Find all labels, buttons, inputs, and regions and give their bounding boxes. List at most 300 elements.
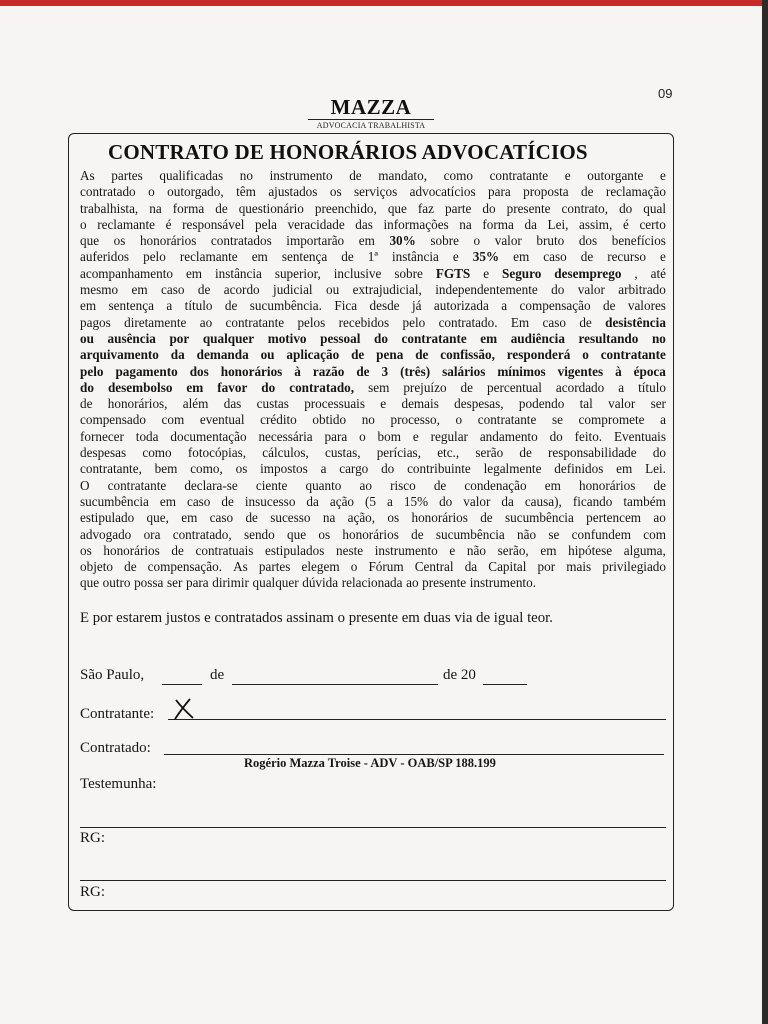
- body-word: honorários,: [107, 396, 168, 412]
- month-line[interactable]: [232, 684, 438, 685]
- body-word: do: [381, 461, 395, 477]
- body-word: época: [633, 363, 666, 379]
- body-word: despesas: [80, 445, 127, 461]
- body-word: como: [142, 445, 172, 461]
- body-word: os: [80, 542, 92, 558]
- body-word: da: [170, 347, 185, 363]
- body-word: 3: [381, 363, 389, 379]
- body-word: autorizada: [433, 298, 489, 314]
- body-line: [80, 233, 666, 249]
- body-word: FGTS: [435, 265, 471, 281]
- body-word: (5: [365, 493, 377, 509]
- body-word: os: [329, 184, 342, 200]
- body-word: serão: [475, 445, 504, 461]
- body-word: cálculos,: [262, 445, 309, 461]
- body-word: o: [350, 559, 358, 575]
- body-word: contratante: [477, 412, 537, 428]
- body-line: [80, 315, 666, 331]
- body-word: necessária: [258, 428, 313, 444]
- body-line: [80, 266, 666, 282]
- body-word: em: [616, 461, 633, 477]
- body-line: [80, 217, 666, 233]
- body-word: presente: [506, 200, 551, 216]
- body-word: de: [349, 168, 362, 183]
- body-word: sucesso: [270, 510, 311, 526]
- body-word: Fórum: [368, 559, 404, 575]
- body-word: outorgado,: [167, 184, 224, 200]
- body-word: desde: [369, 298, 400, 314]
- body-line: [80, 478, 666, 494]
- body-word: a: [166, 298, 173, 314]
- body-word: Fica: [334, 298, 358, 314]
- body-word: pena: [376, 347, 404, 363]
- body-line: [80, 396, 666, 412]
- body-word: até: [650, 265, 666, 281]
- body-word: em: [186, 379, 204, 395]
- body-word: de: [215, 200, 228, 216]
- body-word: de: [124, 559, 137, 575]
- body-word: contratante: [225, 314, 285, 330]
- body-word: partes: [258, 559, 291, 575]
- body-word: valor: [494, 233, 522, 249]
- body-word: obtido: [312, 412, 347, 428]
- body-line: [80, 461, 666, 477]
- body-word: contratante: [489, 168, 549, 183]
- day-line[interactable]: [162, 684, 202, 685]
- body-word: compensado: [80, 412, 146, 428]
- body-word: questionário: [238, 200, 304, 216]
- body-word: prejuízo: [403, 379, 447, 395]
- body-word: em: [181, 510, 198, 526]
- body-word: favor: [217, 379, 248, 395]
- body-word: ora: [143, 526, 161, 542]
- body-word: das: [223, 396, 242, 412]
- body-word: em: [513, 249, 530, 265]
- body-word: O: [80, 477, 90, 493]
- contratante-signature-line[interactable]: [168, 719, 666, 720]
- body-word: a: [618, 379, 625, 395]
- body-word: ação: [329, 493, 355, 509]
- body-word: ou: [80, 330, 94, 346]
- body-word: título: [184, 298, 213, 314]
- body-word: presente: [422, 575, 467, 591]
- body-word: valor: [463, 493, 491, 509]
- body-word: recebidos: [338, 314, 390, 330]
- body-word: documentação: [170, 428, 247, 444]
- body-word: pelo: [80, 363, 104, 379]
- body-word: mandato,: [378, 168, 427, 183]
- body-word: com: [161, 412, 185, 428]
- body-word: (três): [400, 363, 431, 379]
- body-word: ao: [406, 575, 419, 591]
- body-word: advocatícios: [409, 184, 476, 200]
- body-word: ciente: [255, 477, 288, 493]
- body-word: em: [480, 330, 498, 346]
- body-word: percentual: [487, 379, 542, 395]
- body-word: causa),: [524, 493, 562, 509]
- body-word: risco: [390, 477, 416, 493]
- body-word: já: [411, 298, 422, 314]
- body-line: [80, 559, 666, 575]
- body-word: em: [185, 265, 203, 281]
- body-word: e: [660, 168, 666, 183]
- body-word: na: [459, 216, 472, 232]
- body-word: da: [464, 559, 478, 575]
- body-word: contratado,: [289, 379, 355, 395]
- body-word: sendo: [243, 526, 275, 542]
- body-word: 15%: [403, 493, 429, 509]
- body-word: como: [443, 168, 473, 183]
- body-word: do: [439, 493, 453, 509]
- body-word: instrumento: [374, 542, 438, 558]
- body-word: ser: [650, 396, 666, 412]
- body-word: ajustados: [268, 184, 318, 200]
- body-word: que: [387, 200, 407, 216]
- body-word: ou: [260, 347, 275, 363]
- body-word: estipulado: [80, 510, 135, 526]
- body-word: instrumento: [269, 168, 333, 183]
- body-word: forma: [172, 200, 205, 216]
- body-word: ficando: [572, 493, 613, 509]
- body-word: do: [261, 379, 276, 395]
- body-word: ser: [166, 575, 183, 591]
- body-word: qual: [643, 200, 666, 216]
- body-word: contrato,: [561, 200, 609, 216]
- body-word: ação,: [347, 510, 376, 526]
- body-word: honorários: [578, 477, 636, 493]
- body-word: reclamante: [97, 216, 156, 232]
- body-word: benefícios: [611, 233, 666, 249]
- body-word: legalmente: [483, 461, 542, 477]
- body-word: privilegiado: [602, 559, 666, 575]
- body-word: sobre: [430, 233, 459, 249]
- body-word: o: [473, 233, 481, 249]
- body-word: em: [358, 233, 375, 249]
- body-word: confundem: [571, 526, 631, 542]
- body-word: ausência: [107, 330, 156, 346]
- body-word: despesas,: [454, 396, 504, 412]
- body-word: responsável: [182, 216, 245, 232]
- body-word: superior,: [274, 265, 321, 281]
- body-word: à: [615, 363, 622, 379]
- body-word: têm: [236, 184, 256, 200]
- witness-2-signature-line[interactable]: [80, 880, 666, 881]
- body-word: demanda: [196, 347, 249, 363]
- body-word: em: [251, 249, 268, 265]
- contratante-label: Contratante:: [80, 706, 155, 722]
- body-word: os: [318, 526, 331, 542]
- body-word: faz: [417, 200, 434, 216]
- body-word: audiência: [510, 330, 565, 346]
- body-line: [80, 429, 666, 445]
- body-word: a: [320, 461, 327, 477]
- body-word: para: [488, 184, 511, 200]
- body-word: desistência: [605, 314, 666, 330]
- firm-subtitle: ADVOCACIA TRABALHISTA: [316, 121, 426, 130]
- body-word: bem: [154, 461, 178, 477]
- body-word: forma: [482, 216, 514, 232]
- body-word: outorgante: [587, 168, 644, 183]
- body-word: honorários: [411, 510, 468, 526]
- body-word: caso: [209, 510, 234, 526]
- body-line: [80, 412, 666, 428]
- date-city: São Paulo,: [80, 667, 145, 683]
- body-word: razão: [312, 363, 345, 379]
- body-word: importarão: [286, 233, 345, 249]
- contratado-signature-line[interactable]: [164, 754, 664, 755]
- body-word: pela: [255, 216, 277, 232]
- body-word: valores: [627, 298, 666, 314]
- body-word: Central: [414, 559, 454, 575]
- body-word: motivo: [267, 330, 307, 346]
- x-mark-icon: [173, 698, 197, 720]
- body-word: acordado: [555, 379, 605, 395]
- body-word: do: [652, 445, 666, 461]
- testemunha-label: Testemunha:: [80, 776, 157, 792]
- body-word: contratado,: [172, 526, 232, 542]
- body-word: 1ª: [367, 249, 378, 265]
- body-word: o: [582, 347, 589, 363]
- body-word: relacionada: [341, 575, 403, 591]
- body-word: estipulados: [265, 542, 325, 558]
- body-word: contribuinte: [407, 461, 471, 477]
- body-word: informações: [383, 216, 449, 232]
- body-word: independentemente: [435, 282, 538, 298]
- body-word: caso: [161, 282, 185, 298]
- body-word: proposta: [523, 184, 569, 200]
- body-word: o: [148, 184, 155, 200]
- contract-body: [80, 168, 666, 592]
- body-word: etc.,: [437, 445, 460, 461]
- body-word: sucumbência.: [249, 298, 322, 314]
- body-word: do: [482, 200, 496, 216]
- body-word: de: [480, 510, 493, 526]
- body-word: se: [548, 526, 560, 542]
- body-word: judicial: [273, 282, 313, 298]
- body-word: mínimos: [497, 363, 546, 379]
- body-line: [80, 445, 666, 461]
- body-word: com: [643, 526, 666, 542]
- body-word: parte: [445, 200, 472, 216]
- body-word: em: [80, 298, 97, 314]
- body-word: no: [239, 168, 253, 183]
- body-word: dúvida: [302, 575, 339, 591]
- body-line: [80, 364, 666, 380]
- body-word: custas,: [324, 445, 361, 461]
- body-word: de: [602, 298, 616, 314]
- body-word: honorários: [103, 542, 160, 558]
- body-word: elegem: [301, 559, 340, 575]
- body-word: que,: [146, 510, 169, 526]
- body-word: compensação.: [147, 559, 222, 575]
- body-word: ou: [326, 282, 340, 298]
- body-word: As: [233, 559, 248, 575]
- body-word: serviços: [354, 184, 398, 200]
- rg-label-2: RG:: [80, 884, 106, 900]
- body-word: sucumbência: [435, 526, 505, 542]
- body-word: outro: [102, 575, 131, 591]
- declaration-text: E por estarem justos e contratados assinam o presente em duas via de igual teor.: [80, 610, 553, 626]
- body-word: os: [235, 461, 248, 477]
- body-word: e: [660, 249, 666, 265]
- body-word: por: [169, 330, 190, 346]
- body-word: caso: [543, 249, 567, 265]
- body-word: impostos: [260, 461, 308, 477]
- body-word: é: [165, 216, 172, 232]
- body-word: pagos: [80, 314, 111, 330]
- body-line: [80, 380, 666, 396]
- body-word: sem: [368, 379, 390, 395]
- body-word: confissão,: [440, 347, 495, 363]
- logo-divider: [308, 119, 434, 120]
- body-word: dos: [189, 363, 209, 379]
- body-word: honorários: [139, 233, 197, 249]
- body-word: insucesso: [244, 493, 296, 509]
- body-word: e: [452, 249, 459, 265]
- body-word: por: [537, 559, 556, 575]
- body-word: sobre: [394, 265, 423, 281]
- body-word: instância: [215, 265, 262, 281]
- body-word: instrumento.: [469, 575, 536, 591]
- body-word: Eventuais: [613, 428, 666, 444]
- body-word: não: [517, 526, 537, 542]
- date-de-2: de 20: [443, 667, 476, 683]
- body-word: diretamente: [124, 314, 187, 330]
- body-word: de: [356, 363, 370, 379]
- body-word: dos: [578, 233, 598, 249]
- body-word: instância: [391, 249, 439, 265]
- body-word: do: [374, 330, 388, 346]
- body-word: regular: [430, 428, 468, 444]
- body-line: [80, 575, 666, 591]
- body-word: condenação: [464, 477, 527, 493]
- body-word: de: [171, 542, 184, 558]
- body-word: crédito: [260, 412, 297, 428]
- body-word: e: [449, 542, 456, 558]
- body-word: reclamante: [179, 249, 238, 265]
- body-word: salários: [442, 363, 486, 379]
- body-word: responsabilidade: [548, 445, 637, 461]
- body-word: pagamento: [115, 363, 178, 379]
- body-line: [80, 282, 666, 298]
- body-word: de: [80, 396, 93, 412]
- body-word: neste: [336, 542, 364, 558]
- body-line: [80, 201, 666, 217]
- body-word: como,: [190, 461, 223, 477]
- body-word: de: [221, 493, 234, 509]
- body-word: andamento: [479, 428, 538, 444]
- body-word: advogado: [80, 526, 132, 542]
- body-word: honorários: [220, 363, 283, 379]
- body-word: compensação: [519, 298, 591, 314]
- body-word: reclamação: [605, 184, 666, 200]
- body-word: também: [623, 493, 666, 509]
- body-word: fornecer: [80, 428, 124, 444]
- body-word: resultando: [578, 330, 639, 346]
- body-word: não: [466, 542, 486, 558]
- year-line[interactable]: [483, 684, 527, 685]
- body-word: pelos: [297, 314, 326, 330]
- body-word: de: [351, 347, 365, 363]
- body-word: de: [581, 184, 594, 200]
- body-word: ao: [653, 510, 666, 526]
- body-word: objeto: [80, 559, 113, 575]
- body-word: para: [324, 428, 348, 444]
- body-line: [80, 298, 666, 314]
- body-word: bom: [377, 428, 401, 444]
- body-line: [80, 184, 666, 200]
- body-line: [80, 331, 666, 347]
- body-word: feito.: [574, 428, 603, 444]
- body-word: além: [182, 396, 209, 412]
- body-word: compromete: [578, 412, 645, 428]
- body-line: [80, 249, 666, 265]
- body-word: que: [80, 233, 100, 249]
- firm-name: MAZZA: [330, 95, 412, 119]
- body-word: de: [341, 249, 354, 265]
- body-word: em: [540, 542, 557, 558]
- body-word: sucumbência: [80, 493, 149, 509]
- witness-1-signature-line[interactable]: [80, 827, 666, 828]
- body-word: arquivamento: [80, 347, 159, 363]
- body-word: assim,: [579, 216, 613, 232]
- body-word: quanto: [305, 477, 342, 493]
- body-word: processuais: [304, 396, 365, 412]
- body-word: podendo: [518, 396, 565, 412]
- body-word: título: [638, 379, 666, 395]
- body-word: a: [660, 412, 666, 428]
- body-word: valor: [608, 396, 636, 412]
- body-word: de: [245, 510, 258, 526]
- body-word: em: [131, 282, 148, 298]
- body-word: Lei.: [645, 461, 666, 477]
- body-word: qualquer: [202, 330, 255, 346]
- body-word: de: [415, 347, 429, 363]
- page-number: 09: [658, 86, 673, 101]
- body-word: o: [80, 216, 87, 232]
- body-word: e: [483, 265, 490, 281]
- body-word: As: [80, 168, 95, 183]
- body-word: da: [306, 493, 319, 509]
- body-word: dirimir: [212, 575, 249, 591]
- body-word: ,: [634, 265, 638, 281]
- body-word: preenchido,: [314, 200, 377, 216]
- body-word: contratados: [210, 233, 272, 249]
- body-word: os: [113, 233, 126, 249]
- body-word: Lei,: [547, 216, 569, 232]
- body-word: pelo: [402, 314, 426, 330]
- body-word: desembolso: [107, 379, 173, 395]
- body-word: perícias,: [376, 445, 421, 461]
- body-word: a: [501, 298, 508, 314]
- body-word: caso: [186, 493, 211, 509]
- body-word: demais: [401, 396, 439, 412]
- body-word: desemprego: [554, 265, 622, 281]
- body-word: veracidade: [287, 216, 345, 232]
- body-word: custas: [256, 396, 289, 412]
- body-word: certo: [639, 216, 666, 232]
- body-word: Seguro: [502, 265, 542, 281]
- body-word: aplicação: [286, 347, 340, 363]
- body-word: da: [501, 493, 514, 509]
- body-word: se: [551, 412, 563, 428]
- body-word: 30%: [389, 233, 416, 249]
- body-word: na: [322, 510, 336, 526]
- body-word: o: [455, 412, 463, 428]
- body-word: eventual: [199, 412, 245, 428]
- body-word: contratuais: [195, 542, 254, 558]
- body-word: de: [653, 477, 666, 493]
